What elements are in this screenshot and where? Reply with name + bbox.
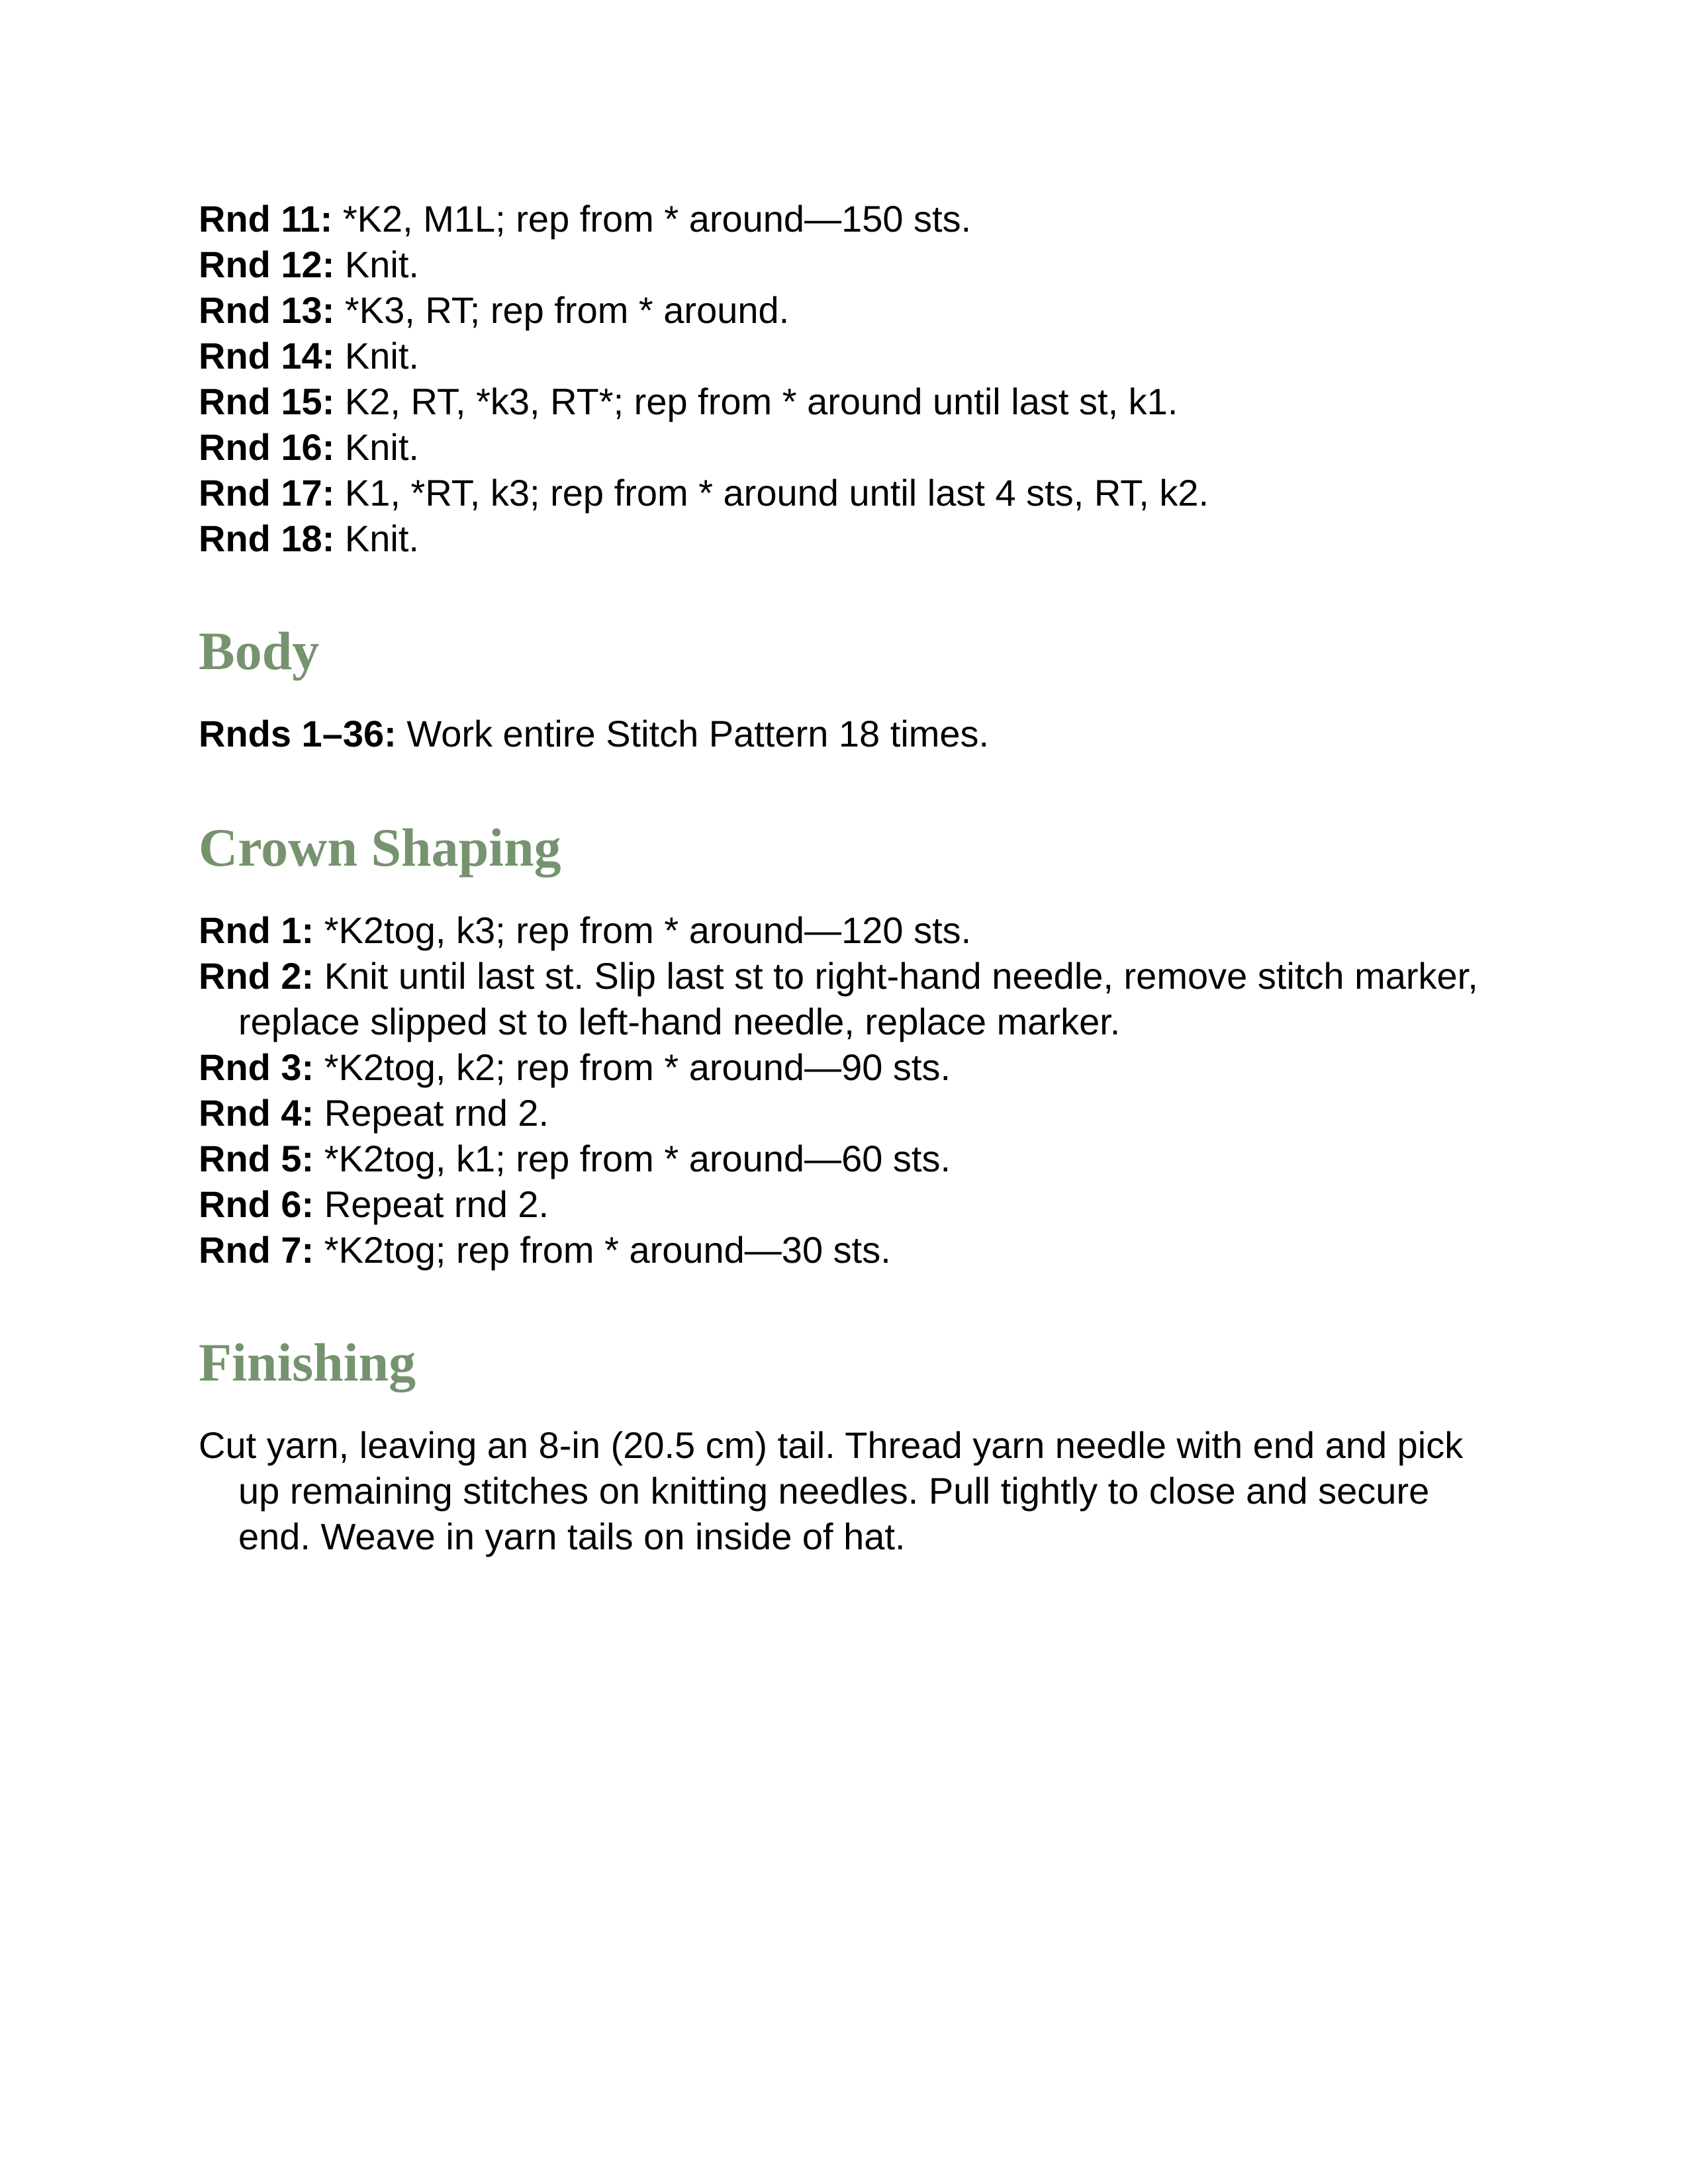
round-label: Rnd 12: xyxy=(199,244,335,285)
round-label: Rnd 6: xyxy=(199,1183,314,1225)
instruction-line xyxy=(199,1181,1496,1227)
round-text: *K2tog, k3; rep from * around—120 sts. xyxy=(314,909,972,951)
instruction-line xyxy=(199,711,1496,756)
round-label: Rnd 3: xyxy=(199,1046,314,1088)
round-label: Rnd 11: xyxy=(199,198,333,240)
instruction-line xyxy=(199,470,1496,516)
round-label: Rnd 7: xyxy=(199,1229,314,1271)
section-heading-crown-shaping: Crown Shaping xyxy=(199,817,561,878)
round-text: Knit. xyxy=(334,335,419,377)
round-text: Repeat rnd 2. xyxy=(314,1183,549,1225)
instruction-line xyxy=(199,1136,1496,1181)
round-label: Rnd 1: xyxy=(199,909,314,951)
round-text: *K2tog; rep from * around—30 sts. xyxy=(314,1229,891,1271)
intro-rounds xyxy=(199,196,1496,561)
body-rounds xyxy=(199,711,1496,756)
instruction-line xyxy=(199,907,1496,953)
round-text: Knit. xyxy=(334,244,419,285)
round-label: Rnd 16: xyxy=(199,426,335,468)
instruction-line xyxy=(199,1227,1496,1273)
round-text: *K3, RT; rep from * around. xyxy=(334,289,790,331)
round-text: Repeat rnd 2. xyxy=(314,1092,549,1134)
instruction-line xyxy=(199,516,1496,561)
round-label: Rnds 1–36: xyxy=(199,713,397,754)
section-heading-finishing: Finishing xyxy=(199,1332,416,1392)
finishing-paragraph: Cut yarn, leaving an 8-in (20.5 cm) tail. Thread yarn needle with end and pick up remaining stitches on knitting needles. Pull tightly to close and secure end. Weave in yarn tails on inside of hat. xyxy=(199,1424,1464,1557)
round-label: Rnd 18: xyxy=(199,518,335,559)
document-page xyxy=(199,196,1496,1559)
round-label: Rnd 15: xyxy=(199,381,335,422)
instruction-line xyxy=(199,1044,1496,1090)
instruction-line xyxy=(199,333,1496,379)
round-text: *K2tog, k2; rep from * around—90 sts. xyxy=(314,1046,951,1088)
instruction-line xyxy=(199,953,1496,1044)
instruction-line xyxy=(199,1090,1496,1136)
instruction-line xyxy=(199,287,1496,333)
round-label: Rnd 14: xyxy=(199,335,335,377)
instruction-line xyxy=(199,242,1496,287)
round-label: Rnd 2: xyxy=(199,955,314,997)
round-text: *K2, M1L; rep from * around—150 sts. xyxy=(332,198,972,240)
instruction-line xyxy=(199,424,1496,470)
round-label: Rnd 17: xyxy=(199,472,335,514)
round-text: Work entire Stitch Pattern 18 times. xyxy=(396,713,990,754)
instruction-line xyxy=(199,196,1496,242)
round-label: Rnd 4: xyxy=(199,1092,314,1134)
round-text: *K2tog, k1; rep from * around—60 sts. xyxy=(314,1138,951,1179)
round-label: Rnd 13: xyxy=(199,289,335,331)
crown-rounds xyxy=(199,907,1496,1273)
instruction-line xyxy=(199,379,1496,424)
round-label: Rnd 5: xyxy=(199,1138,314,1179)
round-text: Knit until last st. Slip last st to right-hand needle, remove stitch marker, replace slipped st to left-hand needle, replace marker. xyxy=(238,955,1478,1042)
section-heading-body: Body xyxy=(199,621,320,681)
round-text: K1, *RT, k3; rep from * around until last 4 sts, RT, k2. xyxy=(334,472,1209,514)
round-text: K2, RT, *k3, RT*; rep from * around until last st, k1. xyxy=(334,381,1178,422)
round-text: Knit. xyxy=(334,426,419,468)
round-text: Knit. xyxy=(334,518,419,559)
